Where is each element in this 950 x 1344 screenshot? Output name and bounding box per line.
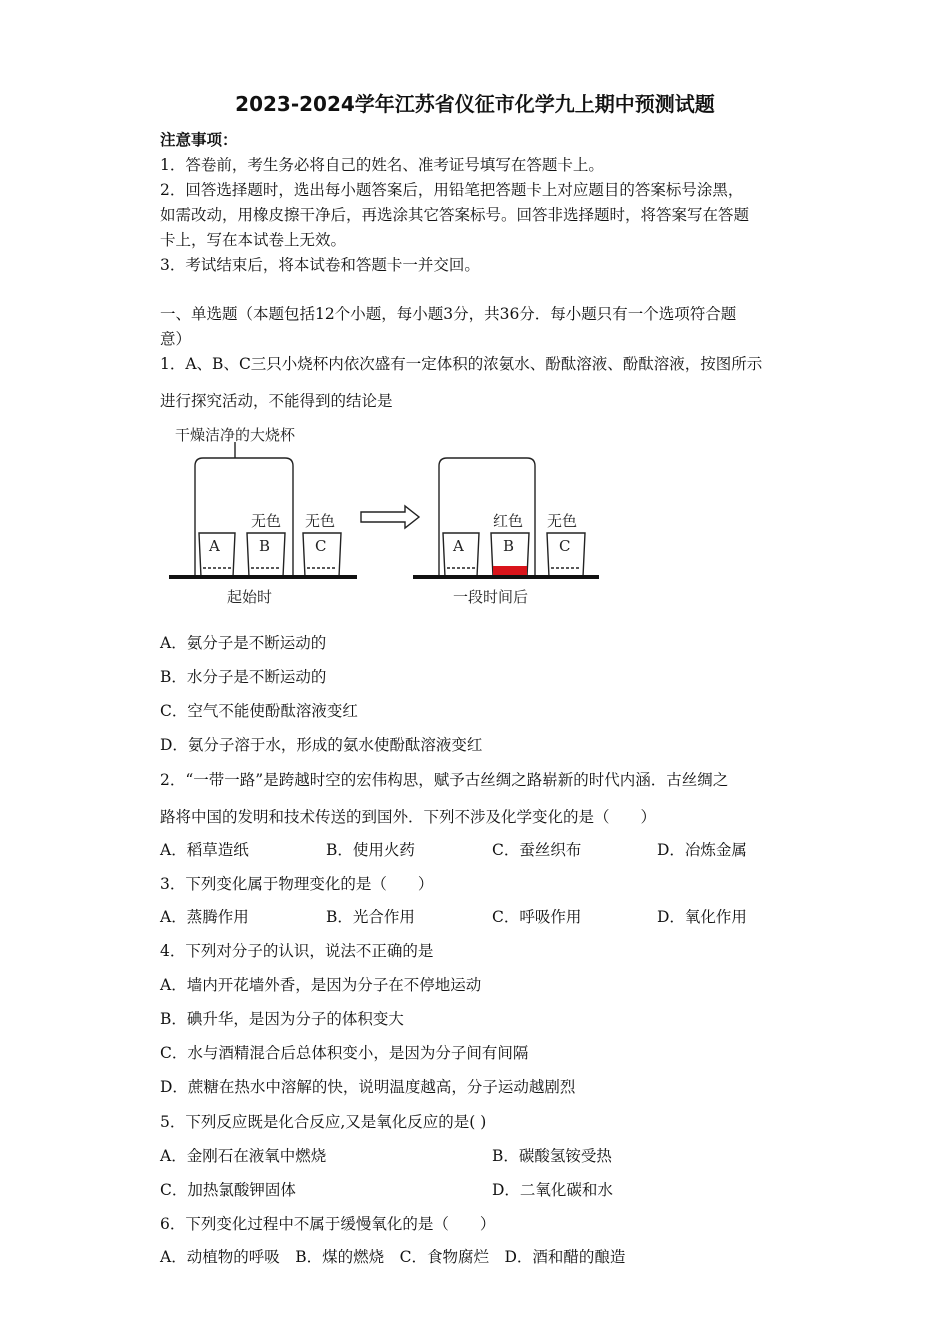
red-label: 红色	[493, 512, 524, 530]
after-caption: 一段时间后	[453, 588, 529, 606]
beaker-c-label: C	[315, 537, 327, 555]
q5-option-b: B．碳酸氢铵受热	[492, 1147, 612, 1165]
q2-option-d: D．冶炼金属	[657, 841, 747, 859]
notes-item: 3．考试结束后，将本试卷和答题卡一并交回。	[160, 256, 480, 274]
arrow-icon	[361, 506, 419, 528]
q3-option-c: C．呼吸作用	[492, 908, 582, 926]
q5-option-c: C．加热氯酸钾固体	[160, 1181, 296, 1199]
q1-option-d: D．氨分子溶于水，形成的氨水使酚酞溶液变红	[160, 736, 483, 754]
q1-stem: 1．A、B、C三只小烧杯内依次盛有一定体积的浓氨水、酚酞溶液、酚酞溶液，按图所示	[160, 355, 763, 373]
q6-stem: 6．下列变化过程中不属于缓慢氧化的是（ ）	[160, 1215, 496, 1233]
q2-option-a: A．稻草造纸	[160, 841, 249, 859]
notes-heading: 注意事项：	[160, 130, 238, 149]
big-beaker-label: 干燥洁净的大烧杯	[175, 426, 296, 444]
beaker-b-label-right: B	[503, 537, 515, 555]
q4-option-a: A．墙内开花墙外香，是因为分子在不停地运动	[160, 976, 482, 994]
colorless-label-b: 无色	[251, 512, 282, 530]
section-heading-cont: 意）	[160, 330, 192, 348]
beaker-c-label-right: C	[559, 537, 571, 555]
q5-option-d: D．二氧化碳和水	[492, 1181, 613, 1199]
q2-option-c: C．蚕丝织布	[492, 841, 582, 859]
q1-figure	[165, 418, 615, 618]
beaker-a-label-right: A	[453, 537, 464, 555]
q4-option-c: C．水与酒精混合后总体积变小，是因为分子间有间隔	[160, 1044, 529, 1062]
page-title: 2023-2024学年江苏省仪征市化学九上期中预测试题	[235, 92, 715, 116]
section-heading: 一、单选题（本题包括12个小题，每小题3分，共36分．每小题只有一个选项符合题	[160, 305, 737, 323]
q1-option-b: B．水分子是不断运动的	[160, 668, 327, 686]
beaker-b-label: B	[259, 537, 271, 555]
q2-stem-cont: 路将中国的发明和技术传送的到国外．下列不涉及化学变化的是（ ）	[160, 808, 657, 826]
q1-stem-cont: 进行探究活动，不能得到的结论是	[160, 392, 393, 410]
beaker-a-label: A	[209, 537, 220, 555]
q3-stem: 3．下列变化属于物理变化的是（ ）	[160, 875, 434, 893]
q4-option-d: D．蔗糖在热水中溶解的快，说明温度越高，分子运动越剧烈	[160, 1078, 576, 1096]
colorless-label-c: 无色	[305, 512, 336, 530]
q4-stem: 4．下列对分子的认识，说法不正确的是	[160, 942, 434, 960]
q4-option-b: B．碘升华，是因为分子的体积变大	[160, 1010, 404, 1028]
q3-option-a: A．蒸腾作用	[160, 908, 249, 926]
q2-option-b: B．使用火药	[326, 841, 415, 859]
notes-item: 1．答卷前，考生务必将自己的姓名、准考证号填写在答题卡上。	[160, 156, 604, 174]
q1-option-c: C．空气不能使酚酞溶液变红	[160, 702, 358, 720]
q2-stem: 2．“一带一路”是跨越时空的宏伟构思，赋予古丝绸之路崭新的时代内涵．古丝绸之	[160, 771, 729, 789]
q3-option-d: D．氧化作用	[657, 908, 747, 926]
q5-stem: 5．下列反应既是化合反应,又是氧化反应的是( )	[160, 1113, 487, 1131]
notes-item: 卡上，写在本试卷上无效。	[160, 231, 347, 249]
start-caption: 起始时	[227, 588, 273, 606]
q6-options: A．动植物的呼吸 B．煤的燃烧 C．食物腐烂 D．酒和醋的酿造	[160, 1248, 626, 1266]
colorless-label-right: 无色	[547, 512, 578, 530]
q1-option-a: A．氨分子是不断运动的	[160, 634, 327, 652]
notes-item: 如需改动，用橡皮擦干净后，再选涂其它答案标号。回答非选择题时，将答案写在答题	[160, 206, 750, 224]
q3-option-b: B．光合作用	[326, 908, 415, 926]
notes-item: 2．回答选择题时，选出每小题答案后，用铅笔把答题卡上对应题目的答案标号涂黑，	[160, 181, 744, 199]
q5-option-a: A．金刚石在液氧中燃烧	[160, 1147, 327, 1165]
